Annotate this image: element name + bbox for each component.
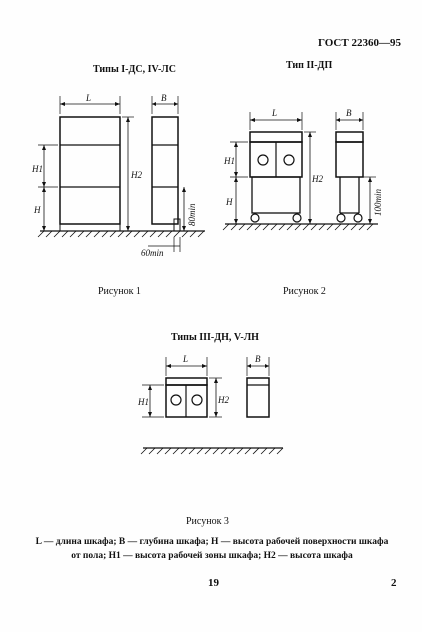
dim-H2-fig1: H2 <box>131 170 142 180</box>
dim-L-fig3: L <box>183 354 189 364</box>
figure-2-title: Тип II-ДП <box>286 60 333 71</box>
dim-100min: 100min <box>373 189 383 216</box>
dim-L-fig1: L <box>86 93 92 103</box>
page-number: 19 <box>208 577 219 589</box>
figure-3-title: Типы III-ДН, V-ЛН <box>171 332 259 343</box>
sheet-number: 2 <box>391 577 397 589</box>
dim-H1-fig2: H1 <box>224 156 235 166</box>
dim-H-fig2: H <box>226 197 233 207</box>
dim-B-fig1: B <box>161 93 167 103</box>
dim-80min: 80min <box>187 203 197 226</box>
standard-number: ГОСТ 22360—95 <box>318 37 401 49</box>
dim-H1-fig1: H1 <box>32 164 43 174</box>
figure-1-caption: Рисунок 1 <box>98 286 141 297</box>
symbol-legend: L — длина шкафа; B — глубина шкафа; H — высота рабочей поверхности шкафа от пола; H1 — высота рабочей зоны шкафа; H2 — высота шкафа <box>35 537 389 561</box>
figure-1-title: Типы I-ДС, IV-ЛС <box>93 64 176 75</box>
dim-H2-fig2: H2 <box>312 174 323 184</box>
dim-H1-fig3: H1 <box>138 397 149 407</box>
dim-H2-fig3: H2 <box>218 395 229 405</box>
figure-2-caption: Рисунок 2 <box>283 286 326 297</box>
dim-H-fig1: H <box>34 205 41 215</box>
dim-B-fig2: B <box>346 108 352 118</box>
dim-L-fig2: L <box>272 108 278 118</box>
dim-60min: 60min <box>141 248 164 258</box>
figure-3-caption: Рисунок 3 <box>186 516 229 527</box>
dim-B-fig3: B <box>255 354 261 364</box>
